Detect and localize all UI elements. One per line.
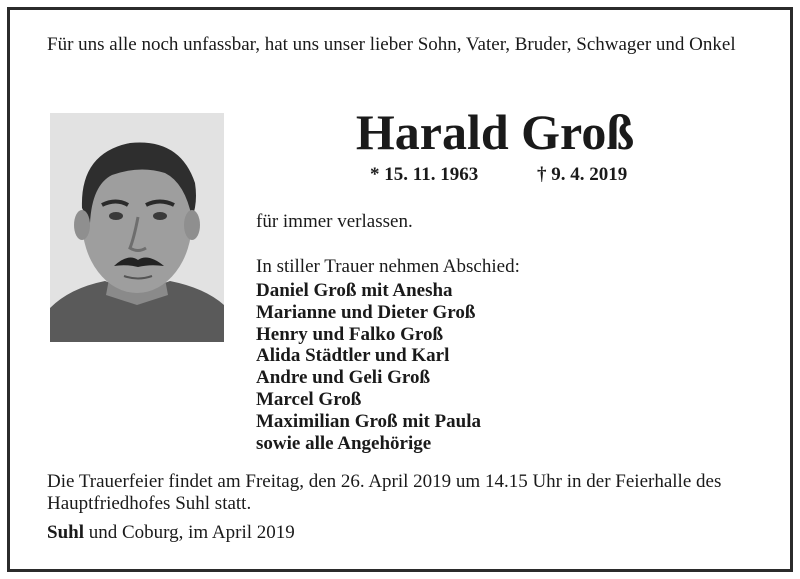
left-us-text: für immer verlassen. [256,211,413,232]
place-city: Suhl [47,522,84,543]
mourner-name: Marianne und Dieter Groß [256,301,476,323]
mourner-name: Marcel Groß [256,388,362,410]
mourner-name: Maximilian Groß mit Paula [256,410,482,432]
place-date-line [47,522,767,544]
birth-date: * 15. 11. 1963 [370,164,479,185]
mourner-name: sowie alle Angehörige [256,432,432,454]
death-date: † 9. 4. 2019 [537,164,628,185]
mourner-name: Daniel Groß mit Anesha [256,280,453,301]
mourner-name: Andre und Geli Groß [256,367,431,389]
mourner-name: Henry und Falko Groß [256,323,444,345]
intro-text: Für uns alle noch unfassbar, hat uns unser lieber Sohn, Vater, Bruder, Schwager und Onkel [47,34,736,55]
mourners-list [256,280,481,454]
mourner-name: Alida Städtler und Karl [256,345,450,367]
deceased-name: Harald Groß [355,104,635,160]
place-rest: und Coburg, im April 2019 [83,522,295,543]
portrait-photo [50,113,224,342]
mourning-intro: In stiller Trauer nehmen Abschied: [256,256,520,277]
funeral-ceremony-text: Die Trauerfeier findet am Freitag, den 26. April 2019 um 14.15 Uhr in der Feierhalle des Hauptfriedhofes Suhl statt. [47,471,722,514]
